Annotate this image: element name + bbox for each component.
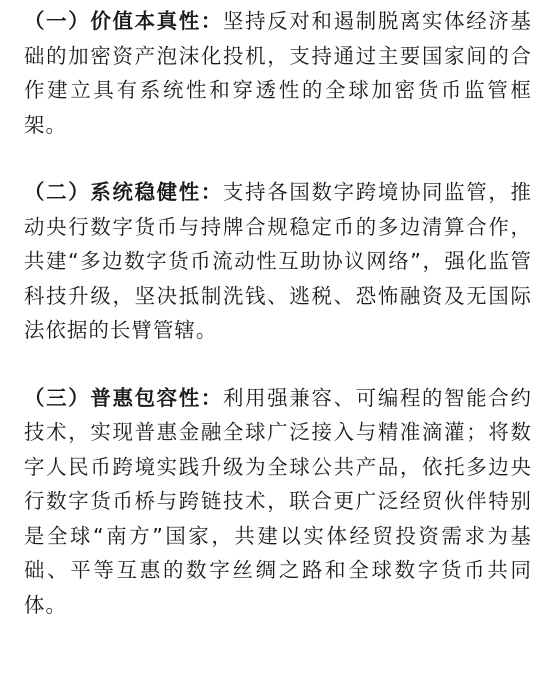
paragraph-heading: （二）系统稳健性：	[24, 180, 224, 204]
paragraph-heading: （三）普惠包容性：	[24, 385, 224, 410]
paragraph-inclusiveness	[24, 381, 532, 623]
paragraph-system-robustness	[24, 175, 532, 348]
paragraph-text: 利用强兼容、可编程的智能合约技术，实现普惠金融全球广泛接入与精准滴灌；将数字人民币跨境实践升级为全球公共产品，依托多边央行数字货币桥与跨链技术，联合更广泛经贸伙伴特别是全球“南方”国家，共建以实体经贸投资需求为基础、平等互惠的数字丝绸之路和全球数字货币共同体。	[24, 385, 532, 617]
paragraph-heading: （一）价值本真性：	[24, 9, 224, 33]
paragraph-text: 坚持反对和遏制脱离实体经济基础的加密资产泡沫化投机，支持通过主要国家间的合作建立具有系统性和穿透性的全球加密货币监管框架。	[24, 9, 532, 137]
paragraph-text: 支持各国数字跨境协同监管，推动央行数字货币与持牌合规稳定币的多边清算合作，共建“多边数字货币流动性互助协议网络”，强化监管科技升级，坚决抵制洗钱、逃税、恐怖融资及无国际法依据的长臂管辖。	[24, 180, 532, 342]
paragraph-value-authenticity	[24, 4, 532, 142]
